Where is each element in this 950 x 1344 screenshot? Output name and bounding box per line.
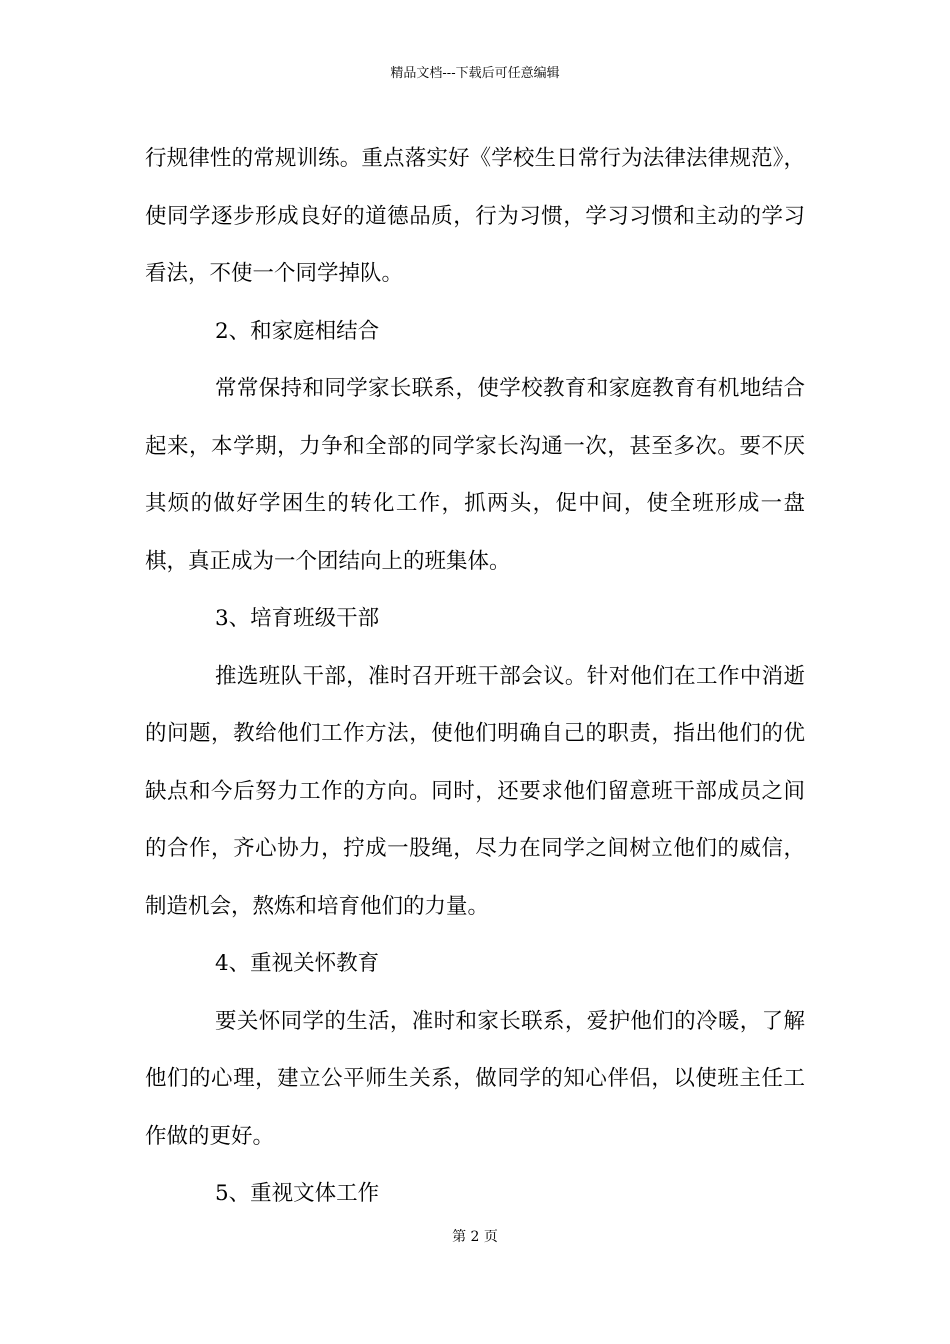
section-heading-sports: 5、重视文体工作 [215, 1181, 380, 1206]
page-number: 第 2 页 [452, 1229, 498, 1245]
document-body [145, 130, 805, 1223]
section-heading-cadres: 3、培育班级干部 [215, 606, 380, 631]
section-heading-care: 4、重视关怀教育 [215, 951, 380, 976]
paragraph-care-education: 要关怀同学的生活，准时和家长联系，爱护他们的冷暖，了解他们的心理，建立公平师生关系，做同学的知心伴侣，以使班主任工作做的更好。 [145, 1008, 805, 1149]
paragraph-class-cadres: 推选班队干部，准时召开班干部会议。针对他们在工作中消逝的问题，教给他们工作方法，使他们明确自己的职责，指出他们的优缺点和今后努力工作的方向。同时，还要求他们留意班干部成员之间的合作，齐心协力，拧成一股绳，尽力在同学之间树立他们的威信，制造机会，熬炼和培育他们的力量。 [145, 663, 805, 919]
paragraph-family-contact: 常常保持和同学家长联系，使学校教育和家庭教育有机地结合起来，本学期，力争和全部的同学家长沟通一次，甚至多次。要不厌其烦的做好学困生的转化工作，抓两头，促中间，使全班形成一盘棋，真正成为一个团结向上的班集体。 [145, 376, 805, 574]
paragraph-continuation: 行规律性的常规训练。重点落实好《学校生日常行为法律法律规范》，使同学逐步形成良好的道德品质，行为习惯，学习习惯和主动的学习看法，不使一个同学掉队。 [145, 146, 805, 286]
section-heading-family: 2、和家庭相结合 [215, 318, 380, 344]
page-header: 精品文档---下载后可任意编辑 [390, 66, 560, 81]
